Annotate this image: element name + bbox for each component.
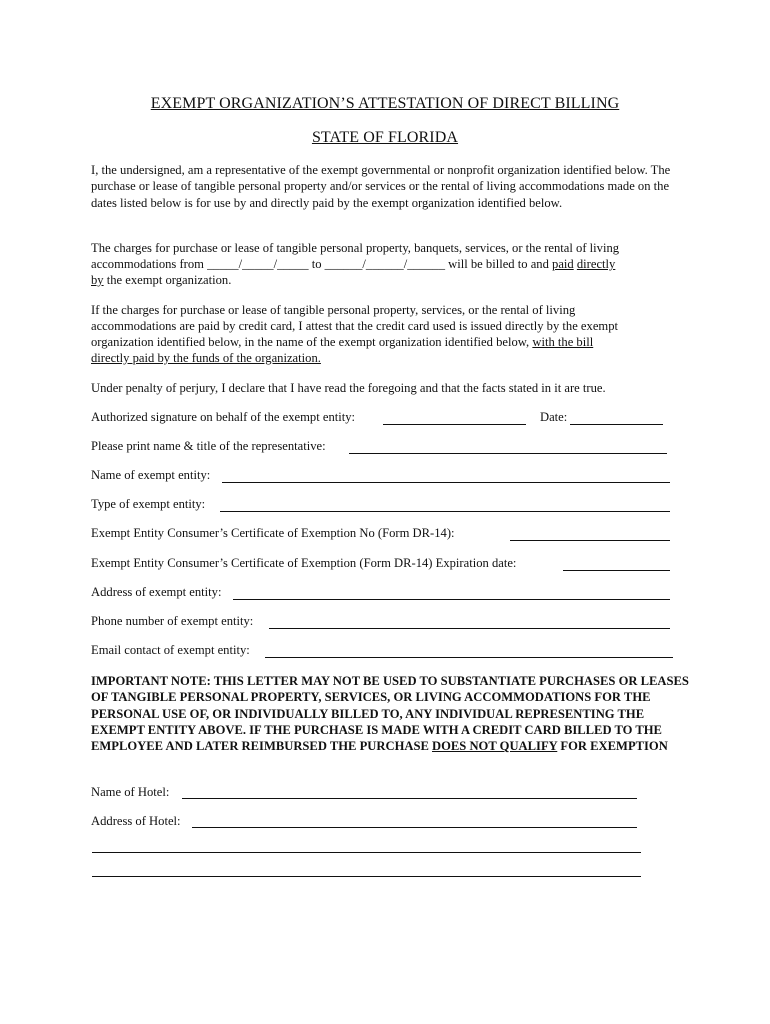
hotel-name-label: Name of Hotel:	[91, 785, 170, 799]
certificate-exp-field[interactable]	[563, 570, 670, 571]
document-subtitle: STATE OF FLORIDA	[311, 129, 459, 146]
credit-line-3	[91, 334, 593, 350]
paid-word: paid	[552, 257, 574, 271]
by-word: by	[91, 273, 104, 287]
entity-name-field[interactable]	[222, 482, 670, 483]
does-not-qualify-text: DOES NOT QUALIFY	[432, 739, 558, 754]
email-field[interactable]	[265, 657, 673, 658]
print-name-label: Please print name & title of the representative:	[91, 439, 326, 453]
hotel-name-field[interactable]	[182, 798, 637, 799]
date-field[interactable]	[570, 424, 663, 425]
certificate-no-field[interactable]	[510, 540, 670, 541]
certificate-exp-label: Exempt Entity Consumer’s Certificate of Exemption (Form DR-14) Expiration date:	[91, 556, 517, 570]
entity-type-label: Type of exempt entity:	[91, 497, 206, 511]
entity-type-field[interactable]	[220, 511, 670, 512]
address-field[interactable]	[233, 599, 670, 600]
phone-label: Phone number of exempt entity:	[91, 614, 254, 628]
hotel-address-line-3[interactable]	[92, 876, 641, 877]
phone-field[interactable]	[269, 628, 670, 629]
signature-label: Authorized signature on behalf of the exempt entity:	[91, 410, 356, 424]
directly-word: directly	[576, 257, 616, 271]
important-note	[91, 673, 691, 754]
date-label: Date:	[540, 410, 568, 424]
document-title: EXEMPT ORGANIZATION’S ATTESTATION OF DIRECT BILLING	[150, 95, 620, 112]
credit-line-3-text: organization identified below, in the name of the exempt organization identified below,	[91, 335, 533, 349]
billing-line-1: The charges for purchase or lease of tangible personal property, banquets, services, or the rental of living	[91, 241, 620, 255]
print-name-field[interactable]	[349, 453, 667, 454]
credit-line-1: If the charges for purchase or lease of tangible personal property, services, or the rental of living	[91, 303, 576, 317]
credit-line-4: directly paid by the funds of the organization.	[91, 351, 321, 365]
billing-line-2	[91, 256, 615, 272]
intro-paragraph: I, the undersigned, am a representative of the exempt governmental or nonprofit organization identified below. The purchase or lease of tangible personal property and/or services or the rental of living accommodations made on the dates listed below is for use by and directly paid by the exempt organization identified below.	[91, 163, 671, 210]
certificate-no-label: Exempt Entity Consumer’s Certificate of Exemption No (Form DR-14):	[91, 526, 455, 540]
important-note-text: IMPORTANT NOTE: THIS LETTER MAY NOT BE USED TO SUBSTANTIATE PURCHASES OR LEASES OF TANGIBLE PERSONAL PROPERTY, SERVICES, OR LIVING ACCOMMODATIONS FOR THE PERSONAL USE OF, OR INDIVIDUALLY BILLED TO, ANY INDIVIDUAL REPRESENTING THE EXEMPT ENTITY ABOVE. IF THE PURCHASE IS MADE WITH A CREDIT CARD BILLED TO THE EMPLOYEE AND LATER REIMBURSED THE PURCHASE	[91, 674, 689, 754]
signature-field[interactable]	[383, 424, 526, 425]
billing-line-3-rest: the exempt organization.	[103, 273, 232, 287]
address-label: Address of exempt entity:	[91, 585, 222, 599]
important-note-tail: FOR EXEMPTION	[557, 739, 668, 754]
credit-line-2: accommodations are paid by credit card, I attest that the credit card used is issued directly by the exempt	[91, 319, 619, 333]
with-the-bill-text: with the bill	[532, 335, 594, 349]
hotel-address-label: Address of Hotel:	[91, 814, 181, 828]
hotel-address-line-2[interactable]	[92, 852, 641, 853]
hotel-address-field[interactable]	[192, 827, 637, 828]
billing-line-3	[91, 272, 231, 288]
email-label: Email contact of exempt entity:	[91, 643, 250, 657]
perjury-statement: Under penalty of perjury, I declare that I have read the foregoing and that the facts stated in it are true.	[91, 381, 606, 395]
entity-name-label: Name of exempt entity:	[91, 468, 211, 482]
billing-dates-text: accommodations from _____/_____/_____ to ______/______/______ will be billed to and	[91, 257, 553, 271]
